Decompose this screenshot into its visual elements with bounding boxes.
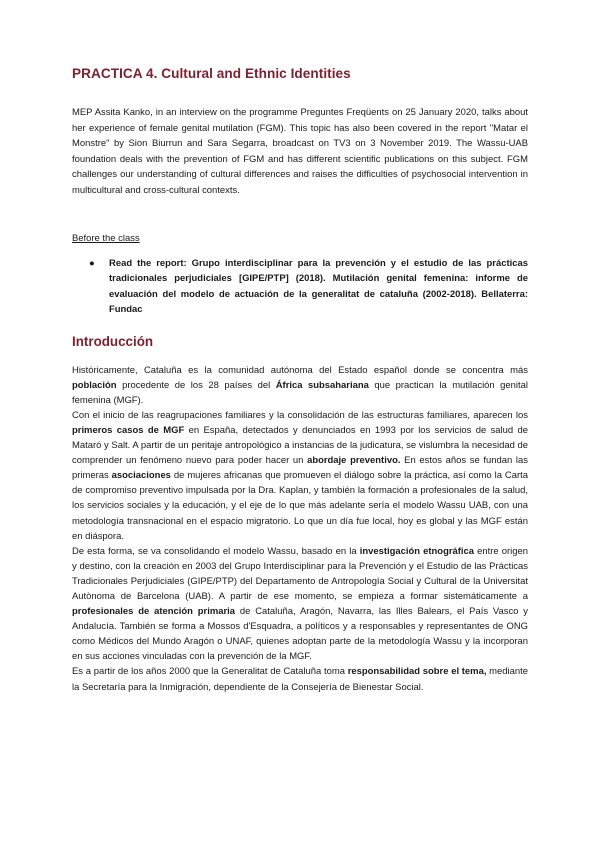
reading-list bbox=[72, 256, 528, 318]
paragraph-4: Es a partir de los años 2000 que la Generalitat de Cataluña toma responsabilidad sobre el tema, mediante la Secretaría para la Inmigración, dependiente de la Consejería de Bienestar Social. bbox=[72, 666, 528, 693]
bullet-icon: ● bbox=[89, 257, 95, 269]
section-body bbox=[72, 363, 528, 695]
list-item bbox=[89, 256, 528, 318]
paragraph-1: Históricamente, Cataluña es la comunidad autónoma del Estado español donde se concentra más población procedente de los 28 países del África subsahariana que practican la mutilación genital femenina (MGF). bbox=[72, 364, 528, 406]
paragraph-2: Con el inicio de las reagrupaciones familiares y la consolidación de las estructuras familiares, aparecen los primeros casos de MGF en España, detectados y denunciados en 1993 por los servicios de salud de Mataró y Salt. A partir de un peritaje antropológico a instancias de la judicatura, se vislumbra la necesidad de comprender un fenómeno nuevo para poder hacer un abordaje preventivo. En estos años se fundan las primeras asociaciones de mujeres africanas que promueven el diálogo sobre la práctica, así como la Carta de compromiso preventivo impulsada por la Dra. Kaplan, y también la formación a profesionales de la salud, los servicios sociales y la educación, y el eje de lo que más adelante sería el modelo Wassu UAB, con una metodología transnacional en el espacio migratorio. Lo que un día fue local, hoy es global y las MGF están en diáspora. bbox=[72, 409, 528, 542]
paragraph-3: De esta forma, se va consolidando el modelo Wassu, basado en la investigación etnográfica entre origen y destino, con la creación en 2003 del Grupo Interdisciplinar para la Prevención y el Estudio de las Prácticas Tradicionales Perjudiciales (GIPE/PTP) del Departamento de Antropología Social y Cultural de la Universitat Autònoma de Barcelona (UAB). A partir de ese momento, se empieza a formar sistemáticamente a profesionales de atención primaria de Cataluña, Aragón, Navarra, las Illes Balears, el País Vasco y Andalucía. También se forma a Mossos d'Esquadra, a políticos y a responsables y representantes de ONG como Médicos del Mundo Aragón o UNAF, quienes adoptan parte de la metodología Wassu y la incorporan en sus acciones vinculadas con la prevención de la MGF. bbox=[72, 545, 528, 663]
intro-paragraph: MEP Assita Kanko, in an interview on the programme Preguntes Freqüents on 25 January 2020, talks about her experience of female genital mutilation (FGM). This topic has also been covered in the report "Matar el Monstre" by Sion Biurrun and Sara Segarra, broadcast on TV3 on 3 November 2019. The Wassu-UAB foundation deals with the prevention of FGM and has different scientific publications on this subject. FGM challenges our understanding of cultural differences and raises the difficulties of psychosocial intervention in multicultural and cross-cultural contexts. bbox=[72, 107, 528, 196]
document-page bbox=[72, 66, 528, 695]
page-title: PRACTICA 4. Cultural and Ethnic Identities bbox=[72, 66, 351, 81]
section-heading: Introducción bbox=[72, 333, 154, 349]
reading-item-text: Read the report: Grupo interdisciplinar para la prevención y el estudio de las prácticas tradicionales perjudiciales [GIPE/PTP] (2018). Mutilación genital femenina: informe de evaluación del modelo de actuación de la generalitat de cataluña (2002-2018). Bellaterra: Fundac bbox=[109, 257, 528, 316]
before-class-heading: Before the class bbox=[72, 232, 140, 244]
